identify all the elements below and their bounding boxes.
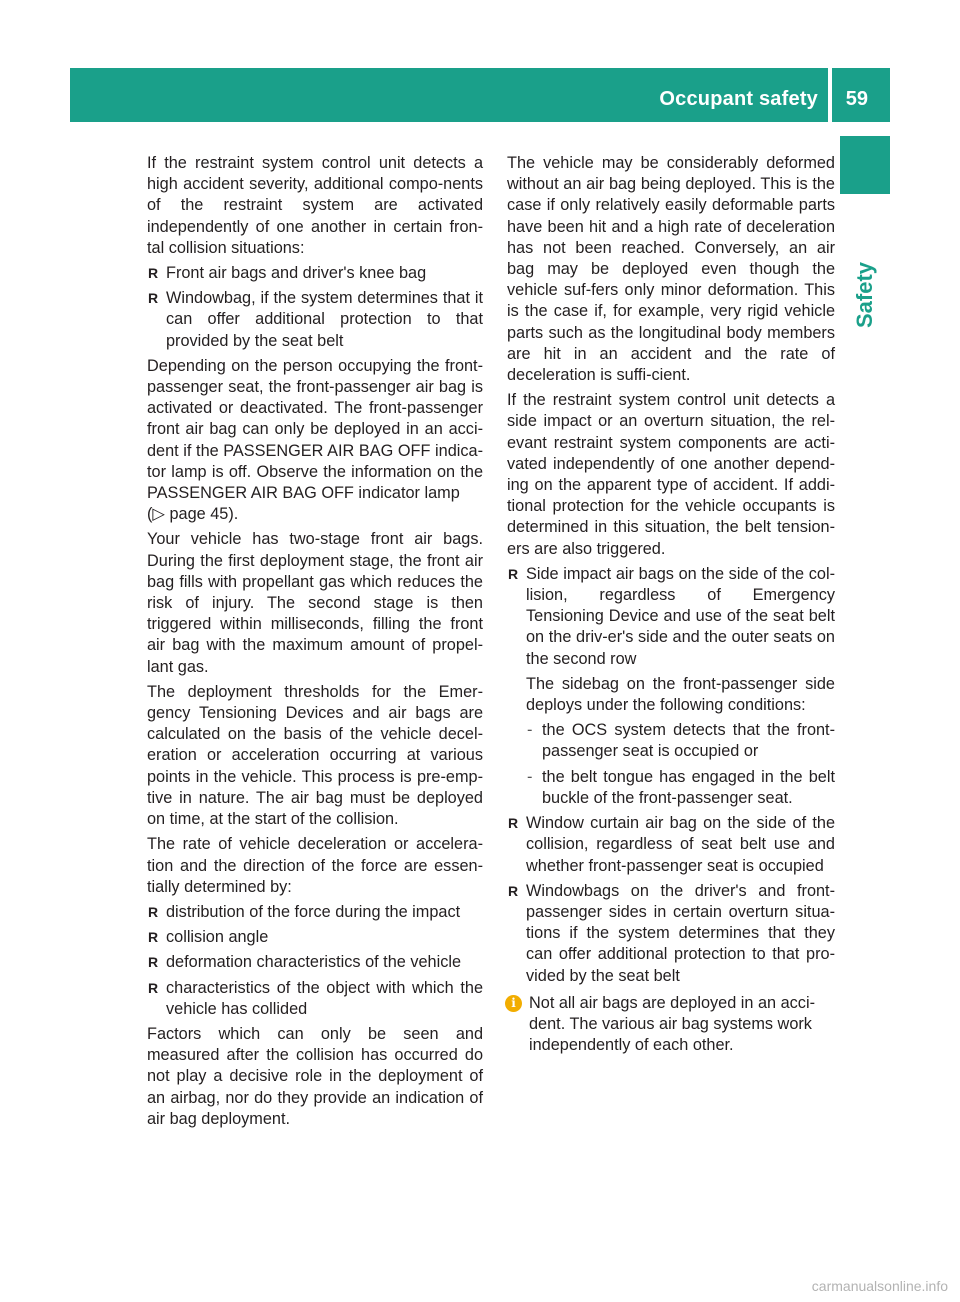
info-note-text: Not all air bags are deployed in an acci-dent. The various air bag systems work independently of each other. xyxy=(529,993,815,1055)
info-note xyxy=(507,993,835,1057)
bullet-item: R deformation characteristics of the vehicle xyxy=(147,952,483,973)
bullet-item: R Window curtain air bag on the side of the collision, regardless of seat belt use and whether front-passenger seat is occupied xyxy=(507,813,835,877)
section-title: Occupant safety xyxy=(659,88,818,110)
bullet-text: Side impact air bags on the side of the col-lision, regardless of Emergency Tensioning Device and use of the seat belt on the driv-er's side and the outer seats on the second row xyxy=(526,564,835,668)
bullet-item xyxy=(507,564,835,809)
page-number: 59 xyxy=(845,88,868,110)
left-column xyxy=(147,153,483,1134)
info-icon: i xyxy=(505,995,522,1012)
bullet-item: R Windowbag, if the system determines that it can offer additional protection to that provided by the seat belt xyxy=(147,288,483,352)
paragraph: If the restraint system control unit detects a side impact or an overturn situation, the rel-evant restraint system components are acti-vated independently of one another depend-ing on the apparent type of accident. If addi-tional protection for the vehicle occupants is determined in this situation, the belt tension-ers are also triggered. xyxy=(507,391,835,558)
dash-item: - the belt tongue has engaged in the belt buckle of the front-passenger seat. xyxy=(526,767,835,809)
dash-item: - the OCS system detects that the front-passenger seat is occupied or xyxy=(526,720,835,762)
paragraph xyxy=(147,356,483,526)
bullet-item: R collision angle xyxy=(147,927,483,948)
header-divider xyxy=(828,68,832,122)
right-column xyxy=(507,153,835,1056)
bullet-item: R Windowbags on the driver's and front-passenger sides in certain overturn situa-tions if the system determines that they can offer additional protection to that pro-vided by the seat belt xyxy=(507,881,835,987)
watermark: carmanualsonline.info xyxy=(811,1278,948,1294)
chapter-tab-marker xyxy=(840,136,890,194)
bullet-item: R Front air bags and driver's knee bag xyxy=(147,263,483,284)
paragraph: If the restraint system control unit detects a high accident severity, additional compo-nents of the restraint system are activated independently of one another in certain fron-tal collision situations: xyxy=(147,154,483,257)
chapter-tab-label: Safety xyxy=(852,261,877,329)
paragraph: The rate of vehicle deceleration or accelera-tion and the direction of the force are essen-tially determined by: xyxy=(147,835,483,896)
paragraph: Your vehicle has two-stage front air bags. During the first deployment stage, the front air bag fills with propellant gas which reduces the risk of injury. The second stage is then triggered within milliseconds, filling the front air bag with the maximum amount of propel-lant gas. xyxy=(147,530,483,676)
bullet-item: R characteristics of the object with which the vehicle has collided xyxy=(147,978,483,1020)
page-reference-link[interactable]: (▷ page 45). xyxy=(147,505,239,524)
bullet-item: R distribution of the force during the impact xyxy=(147,902,483,923)
bullet-subparagraph: The sidebag on the front-passenger side deploys under the following conditions: xyxy=(526,674,835,715)
header-bar xyxy=(70,68,890,122)
paragraph: Factors which can only be seen and measured after the collision has occurred do not play a decisive role in the deployment of an airbag, nor do they provide an indication of air bag deployment. xyxy=(147,1024,483,1128)
paragraph-text: Depending on the person occupying the front-passenger seat, the front-passenger air bag is activated or deactivated. The front-passenger front air bag can only be deployed in an acci-dent if the PASSENGER AIR BAG OFF indica-tor lamp is off. Observe the information on the PASSENGER AIR BAG OFF indicator lamp xyxy=(147,356,483,503)
paragraph: The vehicle may be considerably deformed without an air bag being deployed. This is the case if only relatively easily deformable parts have been hit and a high rate of deceleration has not been reached. Conversely, an air bag may be deployed even though the vehicle suf-fers only minor deformation. This is the case if, for example, very rigid vehicle parts such as the longitudinal body members are hit in an accident and the rate of deceleration is suffi-cient. xyxy=(507,154,835,385)
paragraph: The deployment thresholds for the Emer-gency Tensioning Devices and air bags are calculated on the basis of the vehicle decel-eration or acceleration occurring at various points in the vehicle. This process is pre-emp-tive in nature. The air bag must be deployed on time, at the start of the collision. xyxy=(147,682,483,829)
